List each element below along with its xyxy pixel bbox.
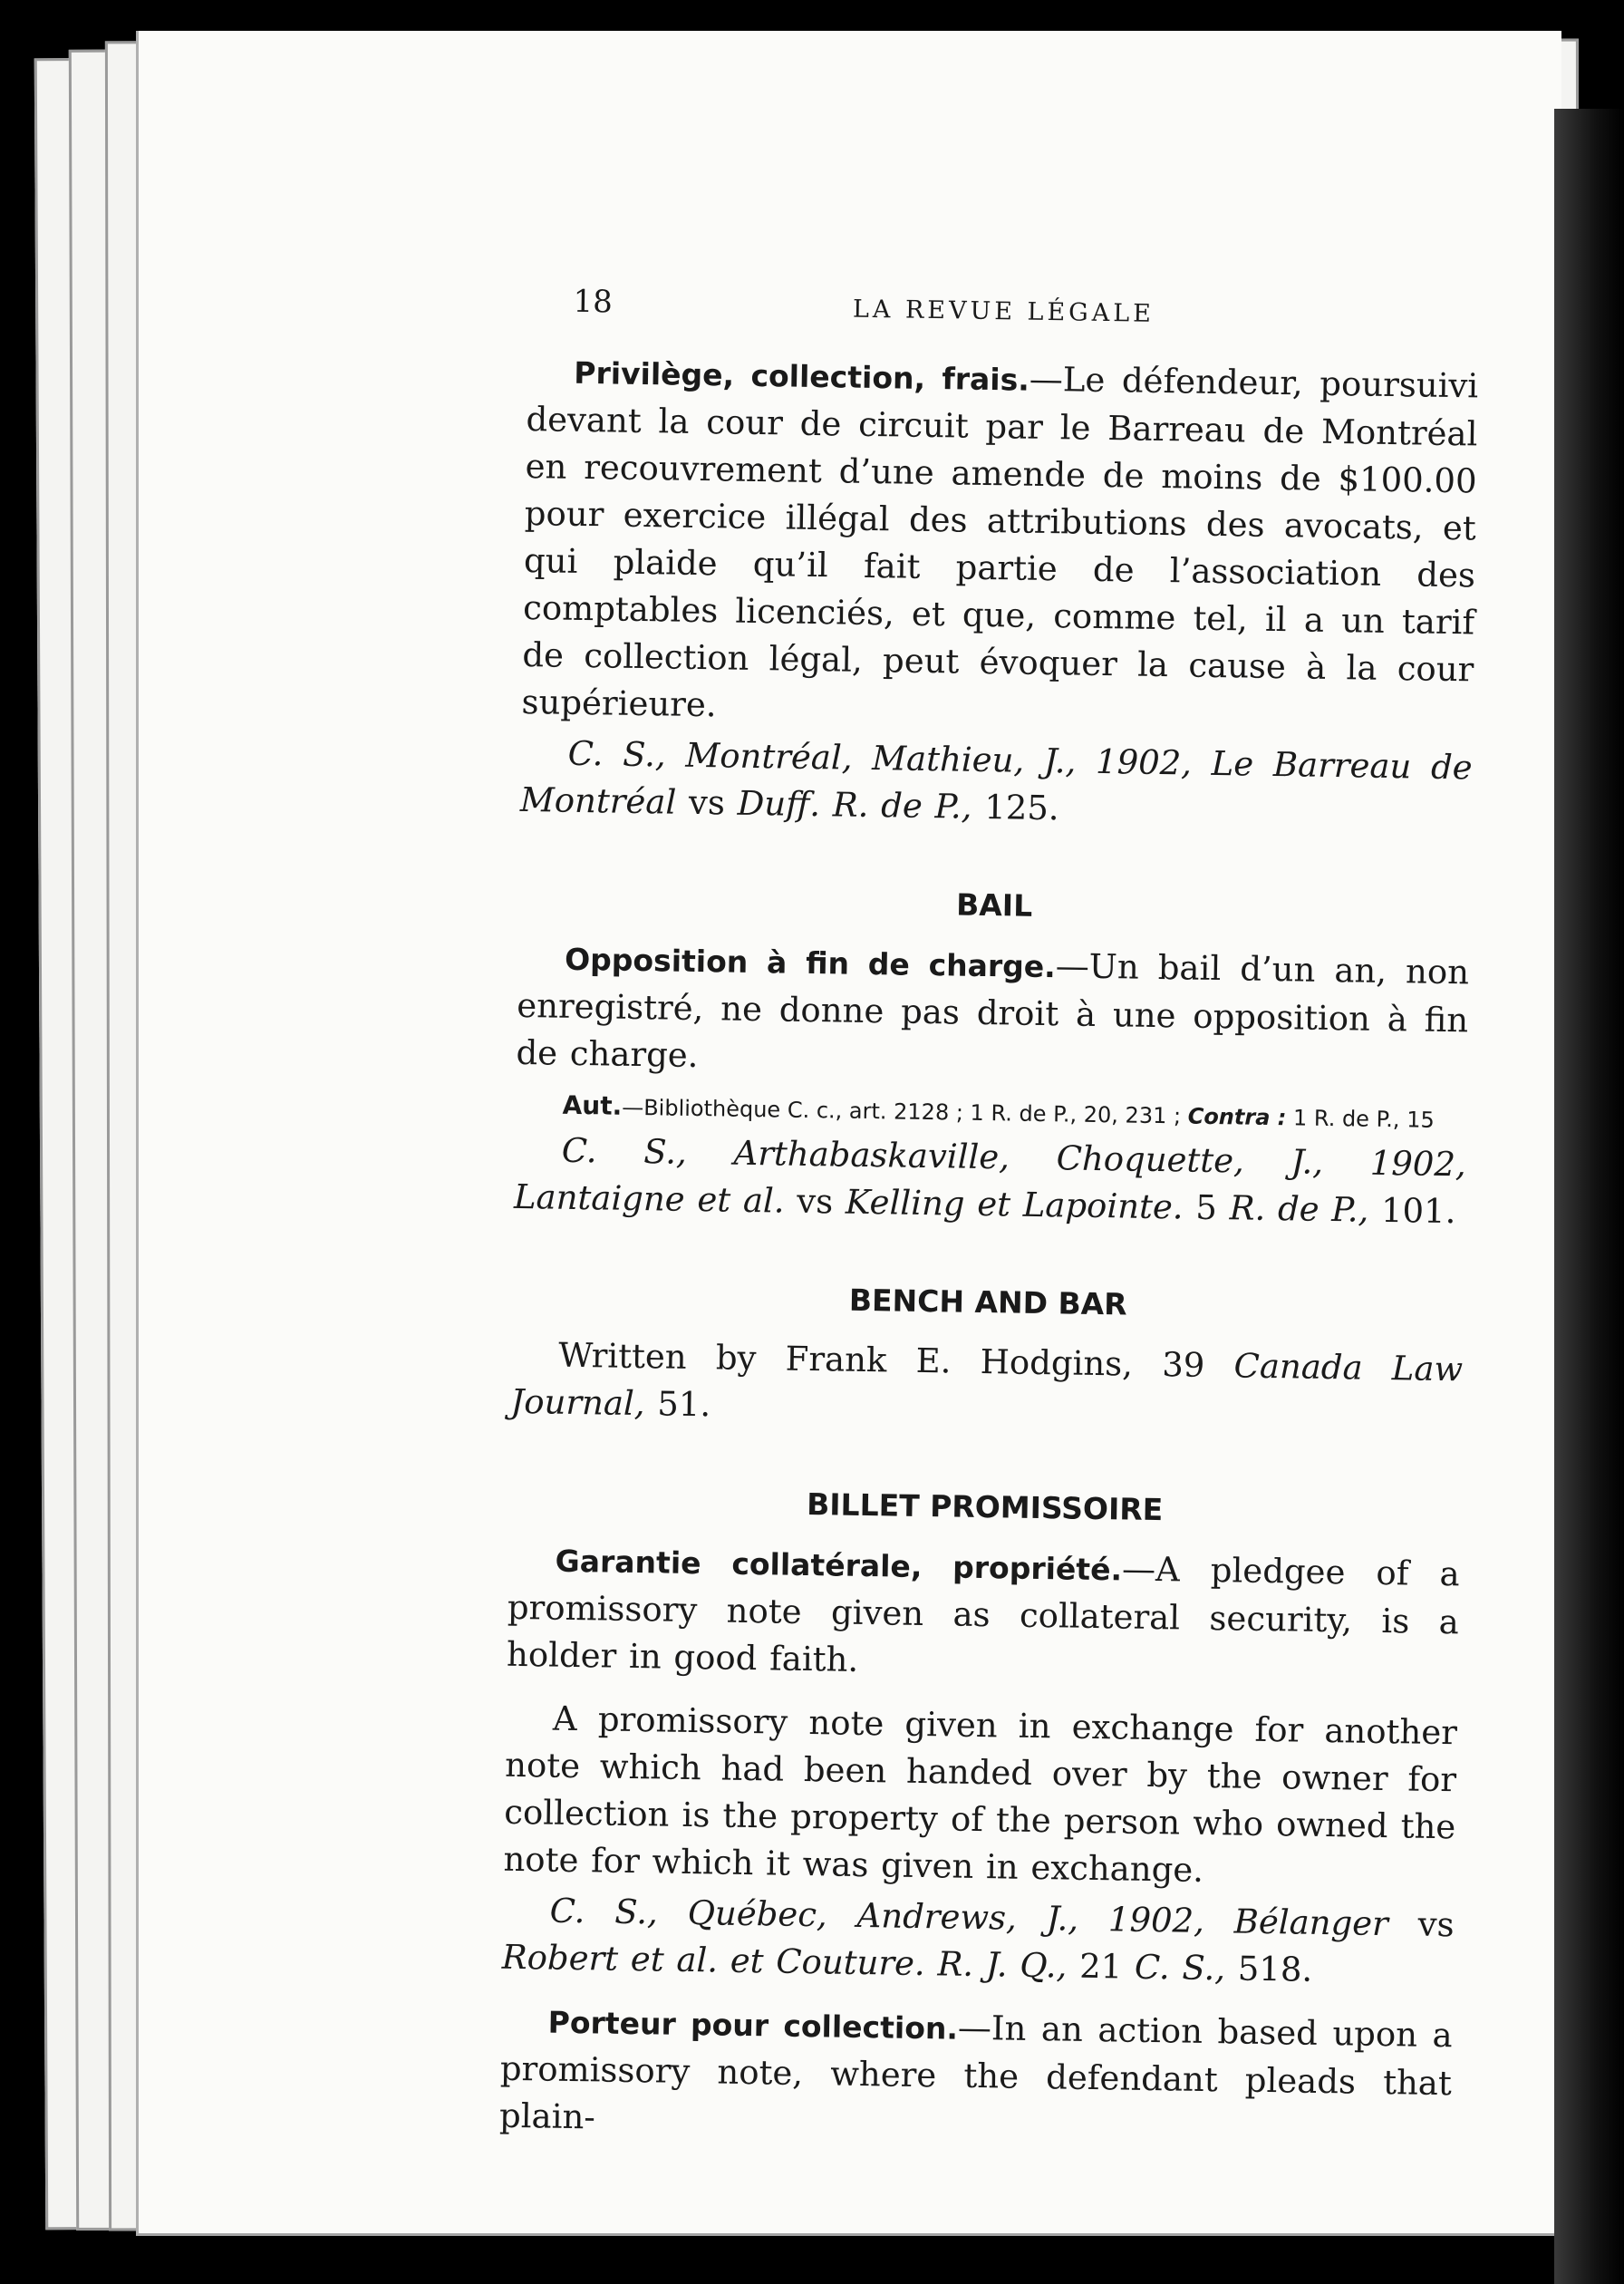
entry-text: 51. <box>644 1384 711 1425</box>
citation-part: C. S., Arthabaskaville, Choquette, J., 1902, Lantaigne et al. <box>513 1130 1467 1221</box>
citation-vs: vs <box>1387 1904 1455 1945</box>
entry-text: —Un bail d’un an, non enregistré, ne donne pas droit à une opposition à fin de charge. <box>516 946 1470 1076</box>
authorities-text: —Bibliothèque C. c., art. 2128 ; 1 R. de P., 20, 231 ; <box>622 1094 1188 1129</box>
citation-part: C. S., Québec, Andrews, J., 1902, Bélanger <box>549 1891 1389 1944</box>
entry-text: —In an action based upon a promissory note, where the defendant pleads that plain- <box>498 2008 1453 2137</box>
journal-title: Canada Law Journal, <box>510 1346 1464 1424</box>
entry-text: —Le défendeur, poursuivi devant la cour de circuit par le Barreau de Montréal en recouvrement d’une amende de moins de $100.00 pour exercice illégal des attributions des avocats, et qui plaide qu’il fait partie de l’association des comptables licenciés, et que, comme tel, il a un tarif de collection légal, peut évoquer la cause à la cour supérieure. <box>521 359 1479 725</box>
entry-lead: Privilège, collection, frais. <box>574 354 1030 398</box>
entry-bail <box>516 934 1469 1091</box>
entry-garantie-para2: A promissory note given in exchange for another note which had been handed over by the owner for collection is the property of the person who owned the note for which it was given in exchange. <box>503 1698 1458 1890</box>
page-edge-shadow <box>1554 109 1624 2284</box>
section-heading-bail: BAIL <box>955 886 1033 924</box>
entry-lead: Opposition à fin de charge. <box>564 941 1057 985</box>
citation-part: Duff. R. de P., <box>737 783 972 827</box>
entry-text: Written by Frank E. Hodgins, 39 <box>557 1335 1234 1386</box>
section-heading-billet-promissoire: BILLET PROMISSOIRE <box>806 1486 1164 1528</box>
citation-vs: vs <box>675 782 738 823</box>
citation-part: C. S., Montréal, Mathieu, J., 1902, Le Barreau de Montréal <box>519 733 1473 822</box>
citation-billet <box>501 1887 1455 1996</box>
book-page <box>136 31 1561 2236</box>
citation-privilege <box>519 730 1473 838</box>
citation-part: 5 <box>1183 1187 1230 1228</box>
entry-porteur <box>499 1998 1453 2154</box>
entry-lead: Garantie collatérale, propriété. <box>555 1543 1123 1588</box>
entry-bench-and-bar <box>510 1331 1464 1440</box>
citation-part: 518. <box>1224 1949 1313 1989</box>
entry-privilege <box>521 348 1478 740</box>
entry-lead: Porteur pour collection. <box>547 2004 959 2047</box>
section-heading-bench-and-bar: BENCH AND BAR <box>848 1282 1127 1322</box>
authorities-tail: 1 R. de P., 15 <box>1286 1105 1435 1133</box>
page-header <box>527 276 1480 353</box>
citation-part: 21 <box>1067 1946 1136 1987</box>
authorities-lead: Aut. <box>562 1089 623 1121</box>
citation-part: Kelling et Lapointe. <box>845 1182 1184 1227</box>
entry-text: —A pledgee of a promissory note given as collateral security, is a holder in good faith. <box>506 1549 1460 1679</box>
citation-part: R. de P., <box>1229 1188 1369 1230</box>
authorities-contra: Contra : <box>1187 1103 1287 1131</box>
running-head: LA REVUE LÉGALE <box>852 295 1155 328</box>
citation-part: 125. <box>972 787 1059 828</box>
citation-part: C. S., <box>1134 1947 1226 1989</box>
citation-vs: vs <box>784 1181 846 1222</box>
entry-garantie <box>507 1536 1460 1693</box>
citation-part: 101. <box>1368 1190 1456 1232</box>
citation-part: Robert et al. et Couture. R. J. Q., <box>501 1937 1068 1986</box>
page-content <box>499 276 1480 2154</box>
page-number: 18 <box>573 283 614 321</box>
citation-bail <box>514 1127 1467 1235</box>
